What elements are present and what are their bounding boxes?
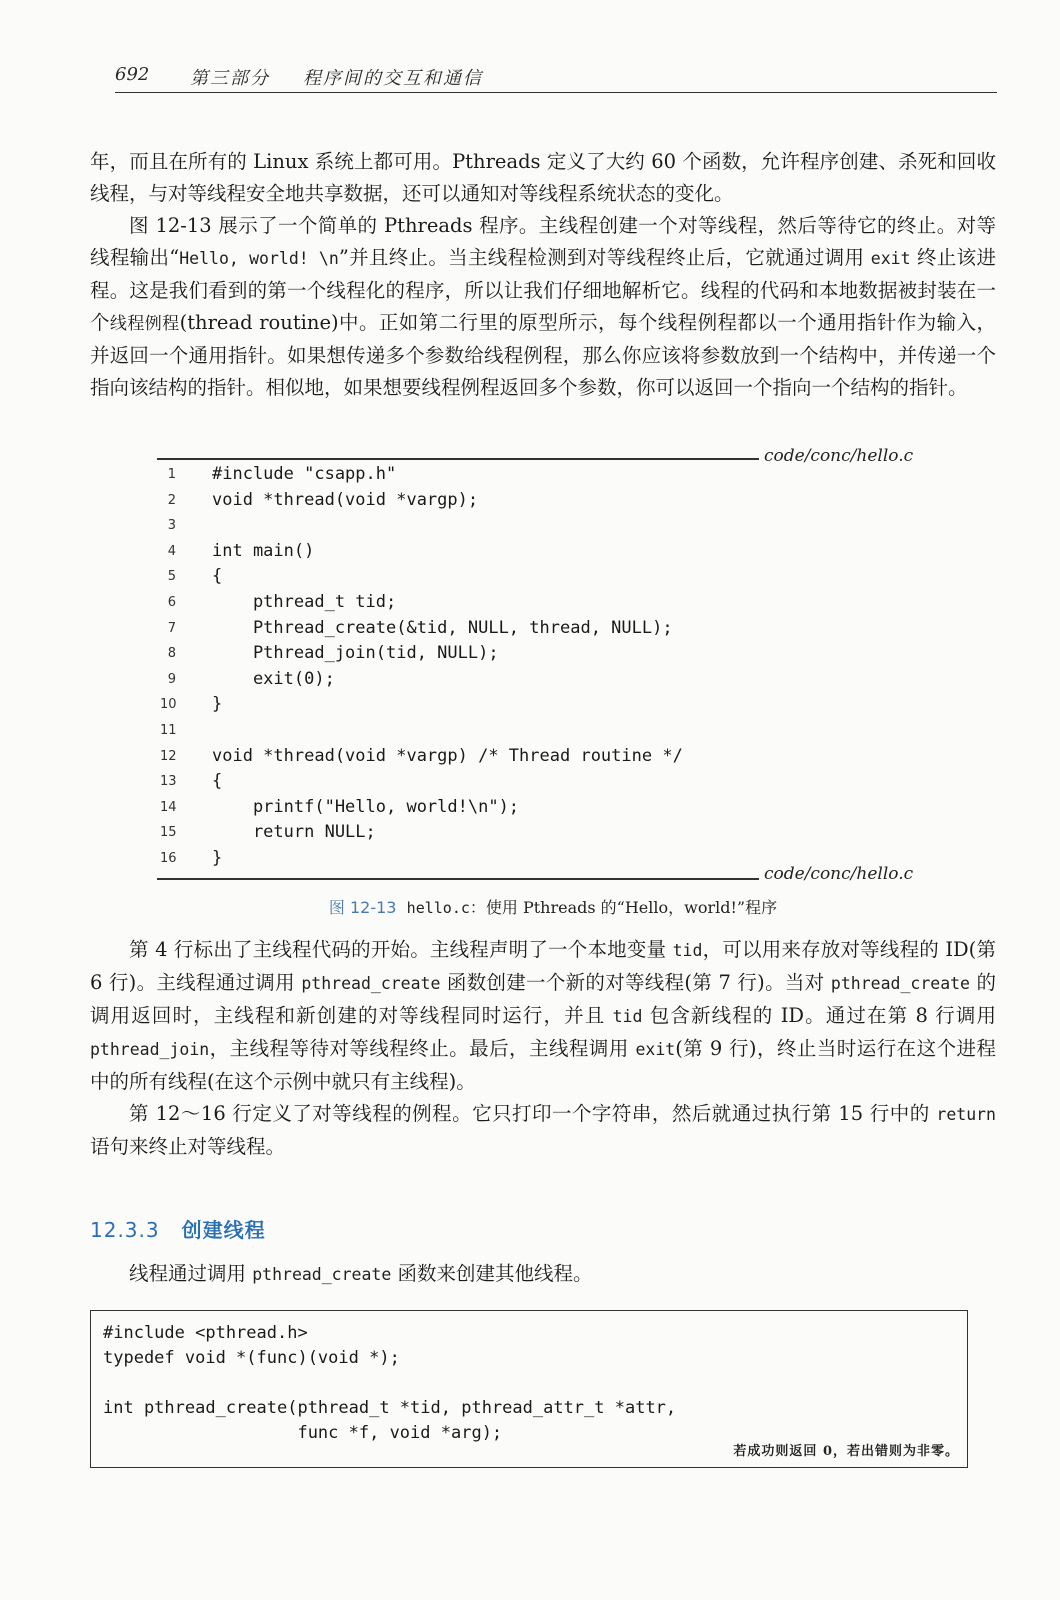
inline-code: pthread_create [301,974,441,993]
code-line [160,667,800,693]
part-label: 第三部分 [190,68,270,89]
line-number: 1 [167,467,176,482]
code-line [160,718,800,744]
part-title: 程序间的交互和通信 [303,68,483,89]
line-code: exit(0); [212,668,335,689]
line-code: int main() [212,540,315,561]
line-number: 11 [160,722,177,738]
code-line [160,590,800,616]
text-run: ，可以用来存放对等线程的 ID(第 6 行)。主线程通过调用 [90,938,996,994]
listing-file-bottom: code/conc/hello.c [764,864,914,884]
text-run: (第 9 行)，终止当时运行在这个进程中的所有线程(在这个示例中就只有主线程)。 [90,1037,996,1093]
prototype-code: #include <pthread.h> typedef void *(func)(void *); int pthread_create(pthread_t *tid, pthread_attr_t *attr, func *f, void *arg); [103,1323,677,1443]
text-run: 第 4 行标出了主线程代码的开始。主线程声明了一个本地变量 [129,938,673,961]
code-line [160,539,800,565]
text-run: 线程通过调用 [129,1262,253,1285]
text-run: ”并且终止。当主线程检测到对等线程终止后，它就通过调用 [338,246,871,269]
line-number: 8 [167,646,176,662]
code-line [160,616,800,642]
line-number: 16 [160,850,177,866]
line-number: 3 [167,518,176,534]
listing-file-top: code/conc/hello.c [764,446,914,466]
intro-text [90,146,996,404]
line-code: return NULL; [212,822,376,843]
inline-code: pthread_join [90,1040,210,1059]
code-line [160,513,800,539]
line-number: 13 [160,774,177,790]
line-code: { [212,771,223,792]
page-number: 692 [115,64,150,85]
line-number: 5 [167,569,176,585]
code-line [160,744,800,770]
line-number: 2 [167,492,176,508]
code-line [160,820,800,846]
line-code: } [212,847,223,868]
figure-caption [90,895,996,918]
caption-text: ：使用 Pthreads 的“Hello，world!”程序 [469,898,778,917]
code-listing [160,462,800,872]
running-header [115,62,997,93]
figure-number: 图 12-13 [328,898,397,917]
code-line [160,769,800,795]
inline-code: exit [635,1040,676,1059]
inline-code: tid [612,1007,643,1026]
paragraph [90,934,996,1098]
line-number: 4 [167,543,176,559]
line-number: 14 [160,799,177,815]
inline-code: Hello, world! \n [179,249,339,268]
line-code: { [212,566,223,587]
line-code: #include "csapp.h" [212,464,397,484]
line-code: void *thread(void *vargp) /* Thread routine */ [212,745,683,766]
line-code: } [212,694,223,715]
text-run: 的调用返回时，主线程和新创建的对等线程同时运行，并且 [90,971,996,1027]
text-run: 函数来创建其他线程。 [391,1262,593,1285]
text-run: 语句来终止对等线程。 [90,1135,286,1158]
code-line [160,462,800,488]
line-code: pthread_t tid; [212,591,397,612]
line-number: 15 [160,825,177,841]
line-number: 6 [167,594,176,610]
code-line [160,846,800,872]
code-line [160,692,800,718]
line-number: 10 [160,697,177,713]
line-code: printf("Hello, world!\n"); [212,796,520,817]
caption-file: hello.c [406,899,470,917]
line-code: Pthread_join(tid, NULL); [212,643,499,664]
text-run: 函数创建一个新的对等线程(第 7 行)。当对 [440,971,831,994]
section-title: 创建线程 [181,1218,266,1242]
line-code: Pthread_create(&tid, NULL, thread, NULL); [212,617,673,638]
line-code: void *thread(void *vargp); [212,489,479,510]
code-line [160,488,800,514]
body-text [90,934,996,1163]
text-run: 终止该进程。这是我们看到的第一个线程化的程序，所以让我们仔细地解析它。线程的代码和本地数据被封装在一个 [90,246,996,334]
section-number: 12.3.3 [90,1218,160,1242]
section-intro [90,1258,996,1291]
inline-code: tid [672,941,703,960]
code-line [160,641,800,667]
inline-code: exit [870,249,911,268]
code-line [160,564,800,590]
text-run: 包含新线程的 ID。通过在第 8 行调用 [642,1004,996,1027]
listing-top-rule [157,458,759,460]
inline-code: return [936,1105,996,1124]
return-note: 若成功则返回 0，若出错则为非零。 [733,1444,959,1459]
prototype-box [90,1310,968,1468]
text-run: ，主线程等待对等线程终止。最后，主线程调用 [209,1037,636,1060]
line-number: 9 [167,671,176,687]
paragraph [90,1258,996,1291]
line-number: 12 [160,748,177,764]
paragraph [90,210,996,404]
section-heading [90,1214,266,1243]
text-run: 图 12-13 展示了一个简单的 Pthreads 程序。主线程创建一个对等线程，然后等待它的终止。对等线程输出“ [90,214,996,269]
paragraph [90,1098,996,1163]
line-number: 7 [167,620,176,636]
text-run: (thread routine)中。正如第二行里的原型所示，每个线程例程都以一个通用指针作为输入，并返回一个通用指针。如果想传递多个参数给线程例程，那么你应该将参数放到一个结构中，并传递一个指向该结构的指针。相似地，如果想要线程例程返回多个参数，你可以返回一个指向一个结构的指针。 [90,311,996,399]
inline-code: pthread_create [252,1265,392,1284]
emphasis-term: 线程例程 [109,314,180,334]
paragraph: 年，而且在所有的 Linux 系统上都可用。Pthreads 定义了大约 60 个函数，允许程序创建、杀死和回收线程，与对等线程安全地共享数据，还可以通知对等线程系统状态的变化。 [90,150,996,205]
listing-bottom-rule [157,878,759,880]
inline-code: pthread_create [830,974,970,993]
code-line [160,795,800,821]
text-run: 第 12～16 行定义了对等线程的例程。它只打印一个字符串，然后就通过执行第 15 行中的 [129,1102,937,1125]
